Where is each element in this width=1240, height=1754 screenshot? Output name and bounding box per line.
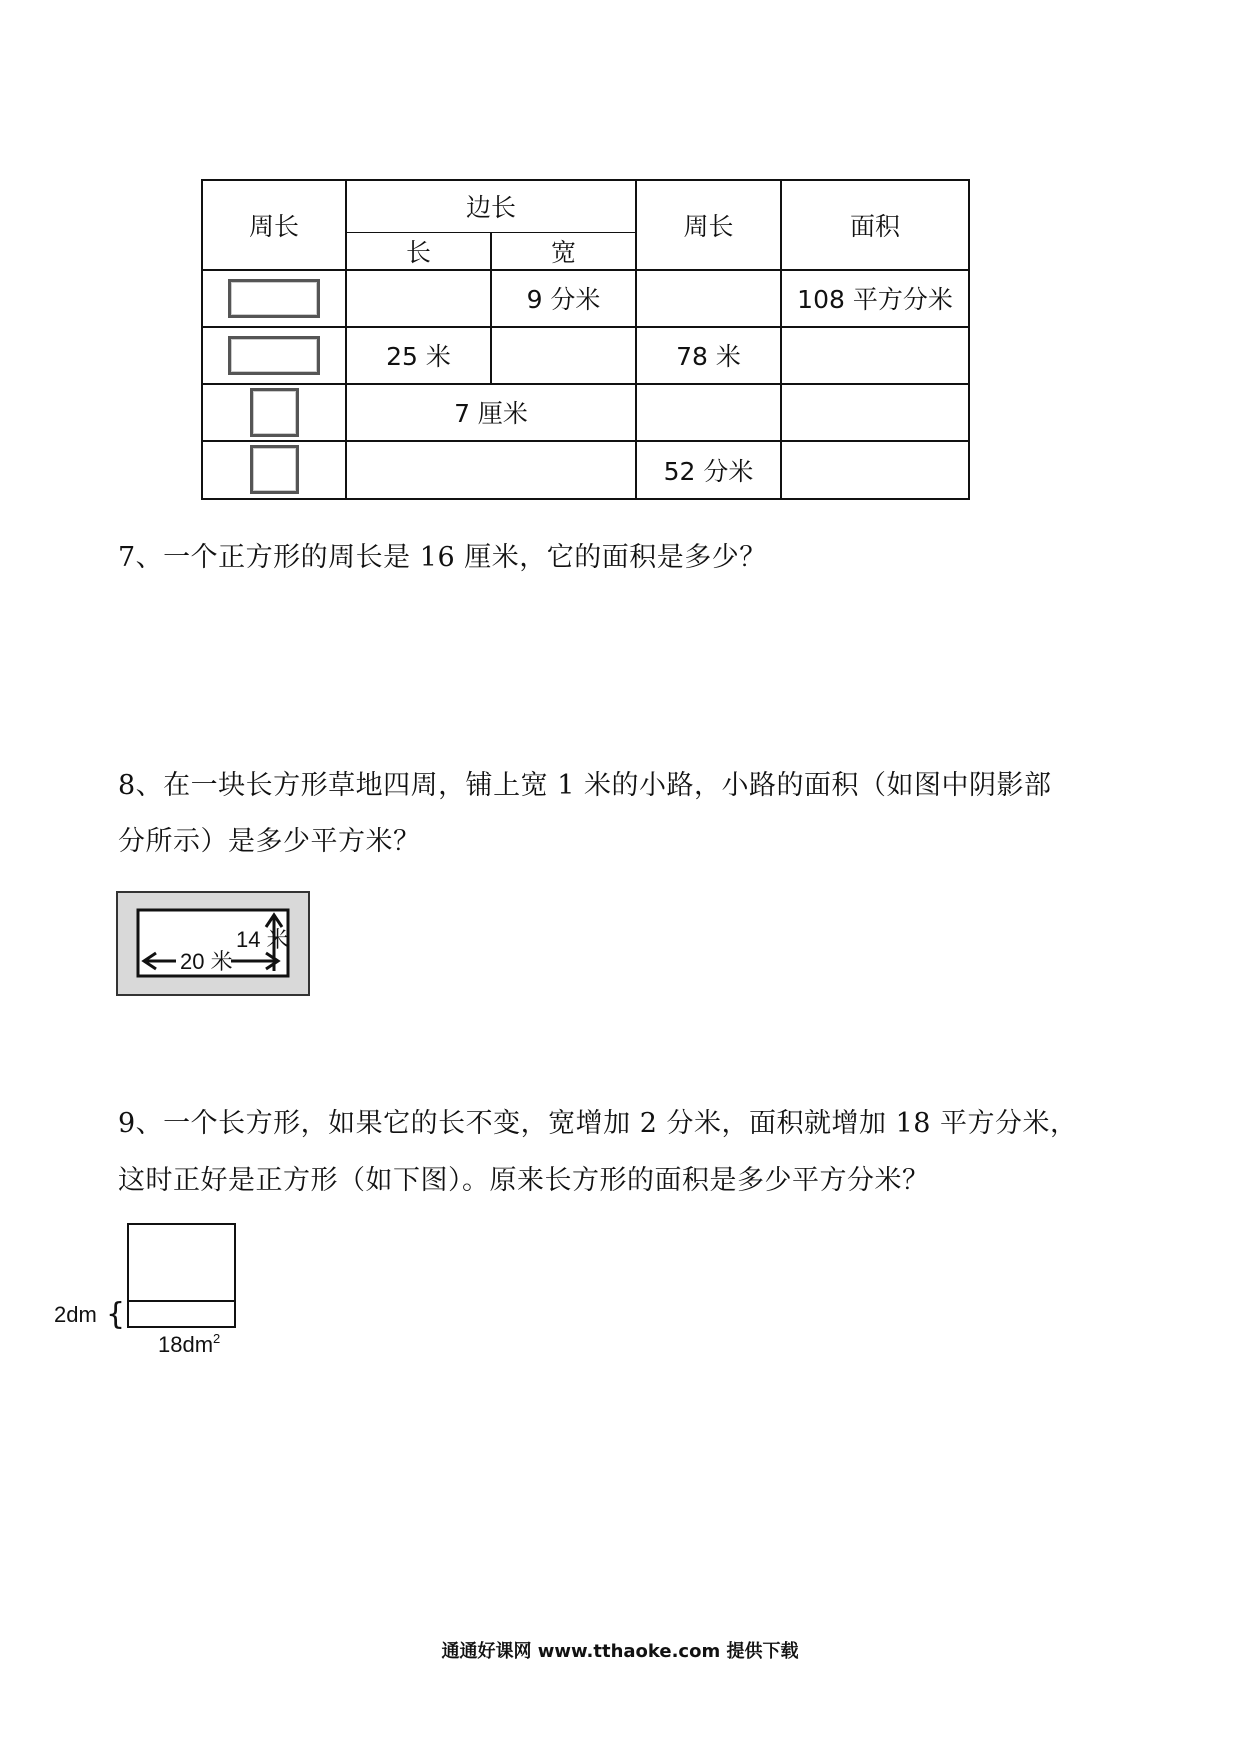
rectangle-shape-icon bbox=[202, 327, 346, 384]
cell-area bbox=[781, 327, 969, 384]
cell-width: 9 分米 bbox=[491, 270, 636, 327]
cell-length bbox=[346, 270, 491, 327]
header-length: 长 bbox=[346, 232, 491, 270]
strip-area-label: $18dm^2$ bbox=[158, 1331, 221, 1357]
rectangle-shape-icon bbox=[202, 270, 346, 327]
question-9-line-1: 9、一个长方形，如果它的长不变，宽增加 2 分米，面积就增加 18 平方分米， bbox=[118, 1108, 1078, 1139]
square-shape-icon bbox=[202, 441, 346, 499]
cell-area bbox=[781, 384, 969, 441]
cell-perimeter: 78 米 bbox=[636, 327, 781, 384]
strip-width-label: 2dm bbox=[54, 1302, 97, 1327]
table-row bbox=[202, 384, 969, 441]
cell-perimeter: 52 分米 bbox=[636, 441, 781, 499]
square-figure bbox=[48, 1222, 268, 1362]
length-label: 20 米 bbox=[180, 949, 233, 974]
cell-perimeter bbox=[636, 384, 781, 441]
perimeter-area-table bbox=[201, 179, 970, 500]
table-row bbox=[202, 441, 969, 499]
header-side: 边长 bbox=[346, 180, 636, 232]
table-row bbox=[202, 270, 969, 327]
cell-side bbox=[346, 441, 636, 499]
lawn-path-figure bbox=[116, 891, 310, 996]
question-9-line-2: 这时正好是正方形（如下图）。原来长方形的面积是多少平方分米？ bbox=[118, 1165, 930, 1196]
square-outline bbox=[128, 1224, 235, 1327]
question-8-line-1: 8、在一块长方形草地四周，铺上宽 1 米的小路，小路的面积（如图中阴影部 bbox=[118, 770, 1052, 801]
header-width: 宽 bbox=[491, 232, 636, 270]
question-8-line-2: 分所示）是多少平方米？ bbox=[118, 826, 421, 857]
cell-area bbox=[781, 441, 969, 499]
question-7: 7、一个正方形的周长是 16 厘米，它的面积是多少？ bbox=[118, 542, 767, 573]
cell-perimeter bbox=[636, 270, 781, 327]
cell-length: 25 米 bbox=[346, 327, 491, 384]
cell-width bbox=[491, 327, 636, 384]
header-shape: 周长 bbox=[202, 180, 346, 270]
table-row bbox=[202, 327, 969, 384]
cell-area: 108 平方分米 bbox=[781, 270, 969, 327]
cell-side: 7 厘米 bbox=[346, 384, 636, 441]
header-perimeter: 周长 bbox=[636, 180, 781, 270]
header-area: 面积 bbox=[781, 180, 969, 270]
brace-icon: { bbox=[106, 1297, 126, 1332]
page-footer: 通通好课网 www.tthaoke.com 提供下载 bbox=[441, 1641, 799, 1662]
width-label: 14 米 bbox=[236, 927, 289, 952]
square-shape-icon bbox=[202, 384, 346, 441]
